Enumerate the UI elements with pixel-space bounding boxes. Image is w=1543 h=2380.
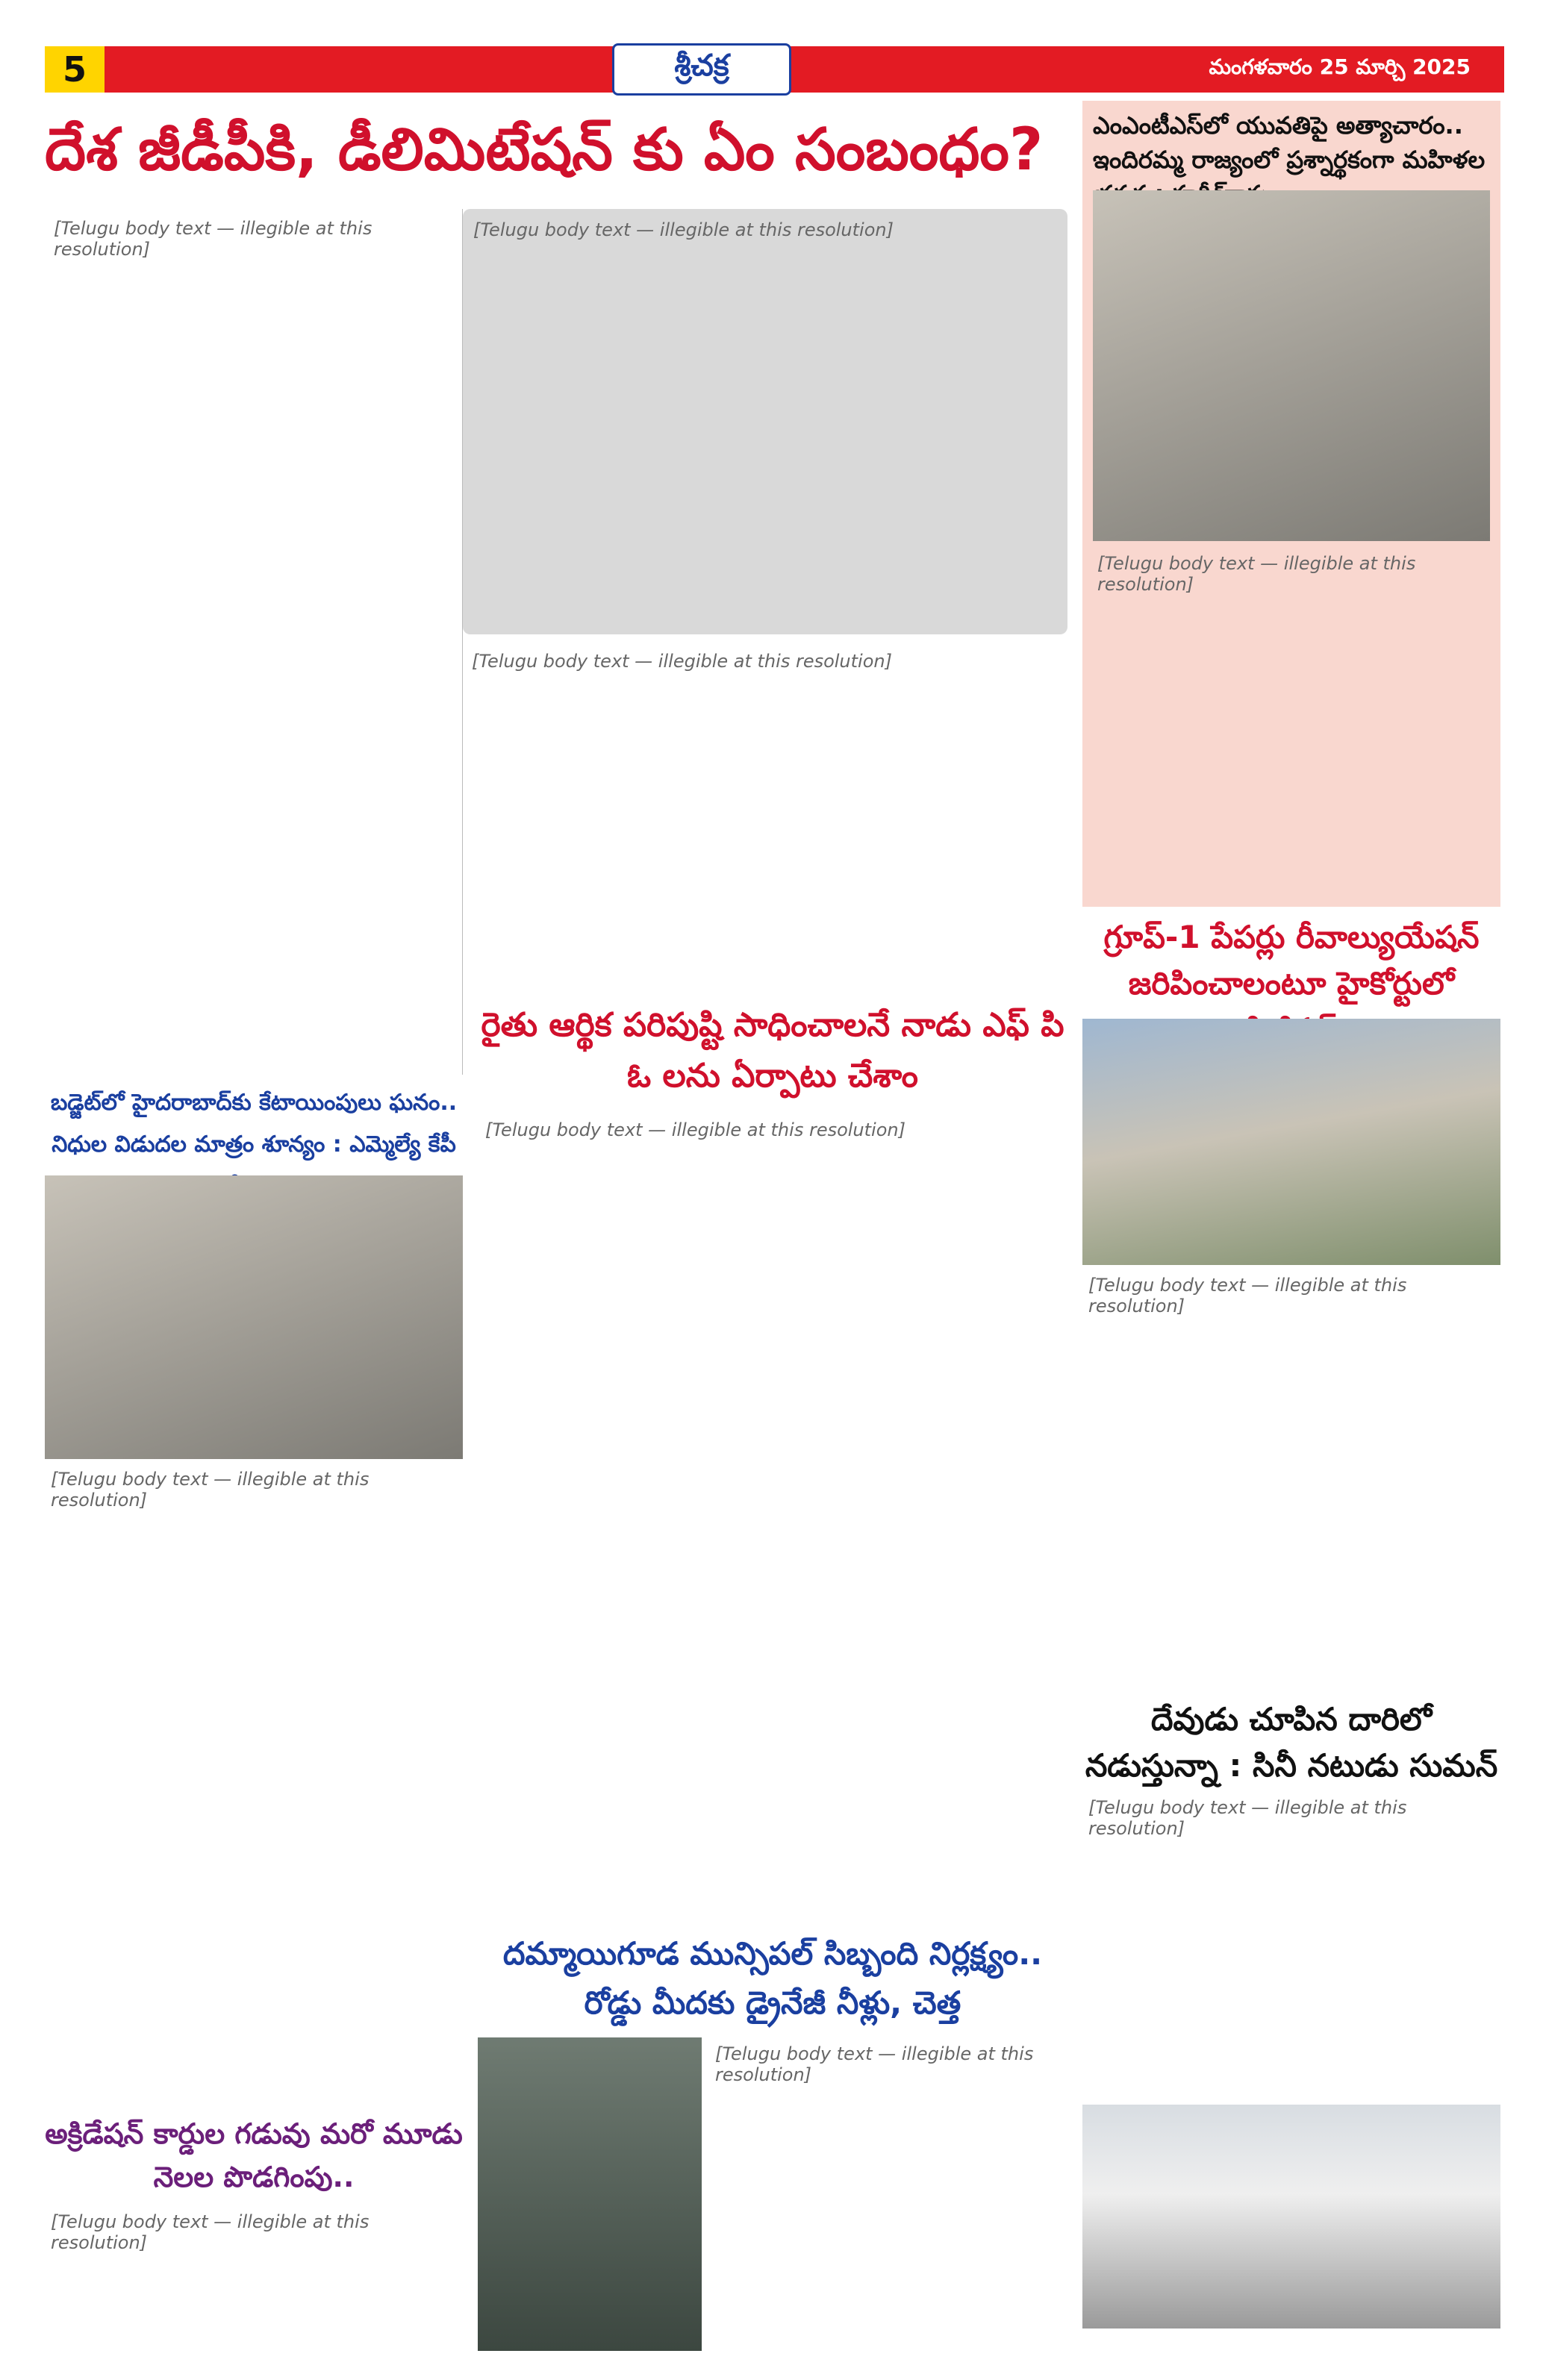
harish-story-body: [1093, 549, 1490, 899]
farmers-story-body: [478, 1112, 1067, 1925]
issue-date: మంగళవారం 25 మార్చి 2025: [1209, 54, 1471, 79]
dammaiguda-story-title: దమ్మాయిగూడ మున్సిపల్ సిబ్బంది నిర్లక్ష్యం.. రోడ్డు మీదకు డ్రైనేజీ నీళ్లు, చెత్త: [502, 1935, 1043, 2021]
illegible-text-note: [Telugu body text — illegible at this resolution]: [473, 219, 894, 240]
suman-story-body: [1082, 1791, 1500, 2097]
newspaper-logo: శ్రీచక్ర: [612, 43, 791, 96]
group1-story-title: గ్రూప్-1 పేపర్లు రీవాల్యుయేషన్ జరిపించాలంటూ హైకోర్టులో: [1103, 919, 1480, 1002]
harish-rao-photo: [1093, 190, 1490, 541]
illegible-text-note: [Telugu body text — illegible at this resolution]: [715, 2043, 1034, 2085]
dammaiguda-story-body: [709, 2037, 1067, 2351]
drainage-photo: [478, 2037, 702, 2351]
vivekananda-photo: [45, 1175, 463, 1459]
harish-story-title: ఎంఎంటీఎస్‌లో యువతిపై అత్యాచారం.. ఇందిరమ్మ రాజ్యంలో ప్రశ్నార్థకంగా మహిళల: [1093, 111, 1486, 174]
vivekananda-story-title: బడ్జెట్‌లో హైదరాబాద్‌కు కేటాయింపులు ఘనం.. నిధుల విడుదల మాత్రం శూన్యం : ఎమ్మెల్యే కేపీ: [50, 1090, 458, 1158]
accreditation-story-body: [45, 2205, 463, 2355]
high-court-photo: [1082, 1019, 1500, 1265]
illegible-text-note: [Telugu body text — illegible at this resolution]: [1088, 1797, 1407, 1839]
suman-group-photo: [1082, 2105, 1500, 2329]
lead-article-continuation: [463, 642, 1067, 985]
page-number: 5: [45, 46, 105, 93]
illegible-text-note: [Telugu body text — illegible at this resolution]: [54, 218, 372, 260]
harish-story-box: [1082, 101, 1500, 907]
illegible-text-note: [Telugu body text — illegible at this resolution]: [1088, 1275, 1407, 1317]
accreditation-story-title: అక్రిడేషన్ కార్డుల గడువు మరో మూడు నెలల పొడగింపు..: [45, 2117, 463, 2193]
illegible-text-note: [Telugu body text — illegible at this resolution]: [51, 1469, 370, 1511]
illegible-text-note: [Telugu body text — illegible at this resolution]: [51, 2211, 370, 2253]
suman-story-title: దేవుడు చూపిన దారిలో నడుస్తున్నా : సినీ నటుడు సుమన్: [1085, 1701, 1498, 1784]
group1-story-body: [1082, 1269, 1500, 1687]
vivekananda-story-body: [45, 1463, 463, 2105]
illegible-text-note: [Telugu body text — illegible at this resolution]: [472, 651, 892, 672]
illegible-text-note: [Telugu body text — illegible at this resolution]: [485, 1119, 905, 1140]
lead-headline: దేశ జీడీపీకి, డీలిమిటేషన్ కు ఏం సంబంధం?: [45, 116, 1044, 184]
lead-article-body: [45, 209, 463, 1075]
farmers-story-title: రైతు ఆర్థిక పరిపుష్టి సాధించాలనే నాడు ఎఫ్ పి ఓ లను ఏర్పాటు చేశాం: [481, 1006, 1064, 1095]
highlights-box: [463, 209, 1067, 634]
illegible-text-note: [Telugu body text — illegible at this resolution]: [1097, 553, 1416, 595]
